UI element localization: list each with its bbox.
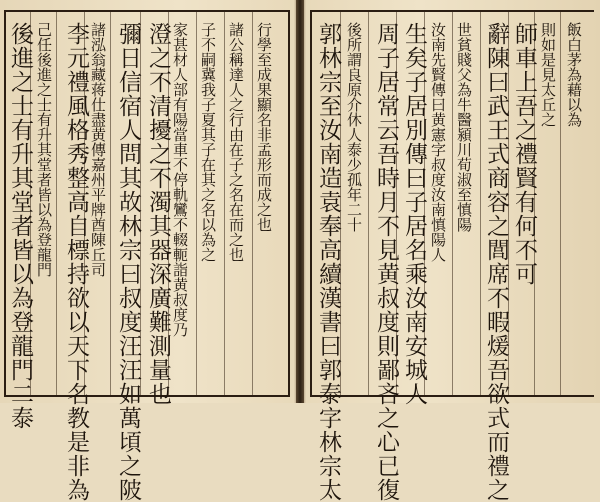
left-column-10: 諸泓翁藏蒋仕盡黄傳嘉州平牌酋陳丘司: [89, 22, 107, 277]
left-column-1: 行學至成果顯名非孟形而成之也: [255, 22, 273, 232]
right-column-4: 生矣子居別傳曰子居名乘汝南安城人: [401, 22, 427, 406]
right-column-6: 世貧賤父為牛醫潁川荀淑至慎陽: [455, 22, 473, 232]
left-column-11: 己任後進之士有升其堂者皆以為登龍門: [35, 22, 53, 277]
left-column-7: 家甚材人部有陽當車不停軌鸞不輟軛詣黄叔度乃: [171, 22, 189, 337]
right-column-7: 辭陳曰武王式商容之閭席不暇煖吾欲式而禮之: [483, 22, 509, 502]
right-column-10: 飯白茅為藉以為: [565, 22, 583, 127]
left-column-6: 彌日信宿人問其故林宗曰叔度汪汪如萬頃之陂: [115, 22, 141, 502]
left-column-3: 諸公稱達人之行由在子之名在而之也: [227, 22, 245, 262]
left-page: [0, 0, 298, 502]
right-column-5: 汝南先賢傳曰黄憲字叔度汝南慎陽人: [429, 22, 447, 262]
right-column-1: 郭林宗至汝南造袁奉高續漢書曰郭泰字林宗太: [315, 22, 341, 502]
right-column-9: 則如是見太丘之: [539, 22, 557, 127]
left-column-4: 子不嗣冀我子夏其子在其之名以為之: [199, 22, 217, 262]
left-column-12: 後進之士有升其堂者皆以為登龍門二泰: [7, 22, 33, 430]
right-page: [302, 0, 600, 502]
left-column-9: 李元禮風格秀整高自標持欲以天下名教是非為: [63, 22, 89, 502]
right-column-8: 師車上吾之禮賢有何不可: [511, 22, 537, 286]
right-column-2: 後所謂良原介休人泰少孤年二十: [345, 22, 363, 232]
right-column-3: 周子居常云吾時月不見黄叔度則鄙吝之心已復: [373, 22, 399, 502]
left-column-5: 澄之不清擾之不濁其器深廣難測量也: [145, 22, 171, 406]
